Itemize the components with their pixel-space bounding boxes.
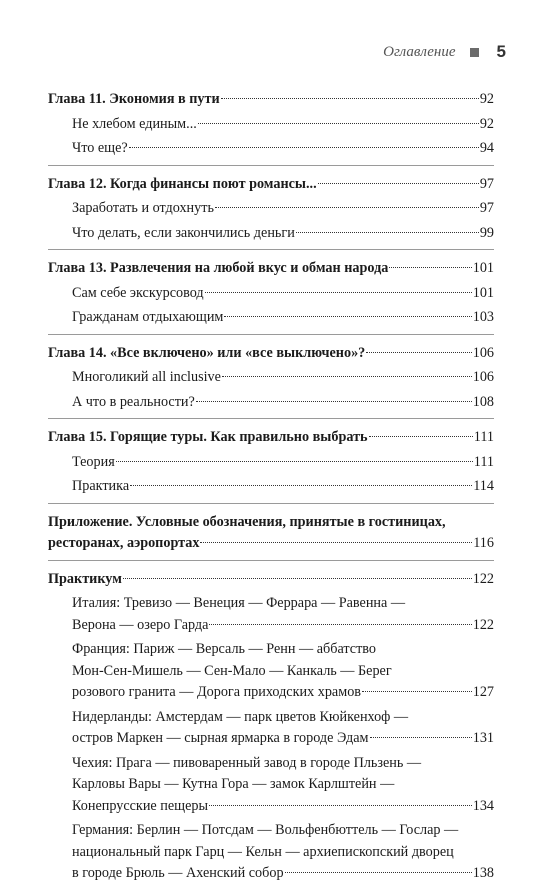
toc-practicum[interactable] <box>48 569 494 591</box>
item-page: 101 <box>472 284 494 301</box>
toc-group-practicum <box>48 569 494 885</box>
leader-dots <box>130 485 472 486</box>
page-header <box>383 42 506 62</box>
toc-item[interactable] <box>48 392 494 414</box>
chapter-title: Глава 14. «Все включено» или «все выключено»? <box>48 344 366 361</box>
item-page: 114 <box>473 478 494 494</box>
leader-dots <box>369 436 473 437</box>
leader-dots <box>370 737 472 738</box>
item-title: Сам себе экскурсовод <box>72 284 204 301</box>
toc-item[interactable] <box>48 452 494 474</box>
square-icon <box>470 48 479 57</box>
leader-dots <box>224 316 471 317</box>
page-number: 5 <box>496 42 506 61</box>
leader-dots <box>205 292 472 293</box>
leader-dots <box>285 872 472 873</box>
chapter-title: Глава 15. Горящие туры. Как правильно выбрать <box>48 429 368 445</box>
entry-line: Италия: Тревизо — Венеция — Феррара — Равенна — <box>72 595 406 611</box>
leader-dots <box>215 207 479 208</box>
toc-chapter-11[interactable] <box>48 89 494 111</box>
item-page: 99 <box>479 224 494 241</box>
item-title: Что еще? <box>72 140 128 156</box>
practicum-title: Практикум <box>48 570 122 587</box>
chapter-page: 97 <box>479 175 494 192</box>
entry-last-line: Конепрусские пещеры <box>72 797 208 814</box>
item-title: Что делать, если закончились деньги <box>72 224 295 241</box>
chapter-page: 92 <box>479 91 494 107</box>
toc-item[interactable] <box>48 138 494 160</box>
toc-group-appendix <box>48 512 494 561</box>
entry-last-line: в городе Брюль — Ахенский собор <box>72 865 284 881</box>
item-page: 92 <box>479 115 494 132</box>
leader-dots <box>366 352 471 353</box>
toc-item[interactable] <box>48 114 494 136</box>
item-page: 94 <box>479 140 494 156</box>
entry-last-line: Верона — озеро Гарда <box>72 616 209 633</box>
item-title: Многоликий all inclusive <box>72 369 221 385</box>
toc-group-ch13 <box>48 258 494 335</box>
leader-dots <box>196 401 472 402</box>
toc-appendix[interactable] <box>48 533 494 555</box>
entry-line: Германия: Берлин — Потсдам — Вольфенбюттель — Гослар — <box>72 822 459 838</box>
toc-item[interactable] <box>48 367 494 389</box>
toc-group-ch12 <box>48 174 494 251</box>
entry-line: Нидерланды: Амстердам — парк цветов Кюйкенхоф — <box>72 708 409 725</box>
toc-group-ch15 <box>48 427 494 504</box>
chapter-title: Глава 13. Развлечения на любой вкус и обман народа <box>48 260 389 276</box>
leader-dots <box>209 805 472 806</box>
toc-item[interactable] <box>48 198 494 220</box>
leader-dots <box>123 578 472 579</box>
toc-item[interactable] <box>48 283 494 305</box>
chapter-page: 106 <box>472 344 494 361</box>
entry-page: 127 <box>472 684 494 700</box>
item-page: 106 <box>472 369 494 385</box>
practicum-page: 122 <box>472 570 494 587</box>
entry-line: Франция: Париж — Версаль — Ренн — аббатство <box>72 641 376 657</box>
item-page: 97 <box>479 200 494 216</box>
leader-dots <box>209 624 471 625</box>
appendix-title-line1: Приложение. Условные обозначения, принятые в гостиницах, <box>48 513 446 530</box>
entry-line: национальный парк Гарц — Кельн — архиепископский дворец <box>72 843 454 860</box>
entry-page: 134 <box>472 797 494 814</box>
entry-last-line: розового гранита — Дорога приходских храмов <box>72 684 361 700</box>
practicum-entry-netherlands[interactable] <box>48 707 494 750</box>
chapter-title: Глава 12. Когда финансы поют романсы... <box>48 175 317 192</box>
toc-item[interactable] <box>48 223 494 245</box>
item-title: Не хлебом единым... <box>72 115 197 132</box>
leader-dots <box>198 123 479 124</box>
practicum-entry-germany[interactable] <box>48 820 494 885</box>
toc-item[interactable] <box>48 307 494 329</box>
running-title: Оглавление <box>383 43 456 60</box>
leader-dots <box>129 147 479 148</box>
entry-last-line: остров Маркен — сырная ярмарка в городе Эдам <box>72 730 369 746</box>
entry-line: Карловы Вары — Кутна Гора — замок Карлштейн — <box>72 776 395 792</box>
entry-page: 138 <box>472 865 494 881</box>
item-page: 111 <box>473 453 494 470</box>
table-of-contents <box>48 89 494 885</box>
entry-line: Чехия: Прага — пивоваренный завод в городе Пльзень — <box>72 754 422 771</box>
leader-dots <box>222 376 472 377</box>
toc-group-ch11 <box>48 89 494 166</box>
leader-dots <box>221 98 479 99</box>
entry-page: 122 <box>472 616 494 633</box>
toc-chapter-13[interactable] <box>48 258 494 280</box>
leader-dots <box>200 542 472 543</box>
appendix-title-line2: ресторанах, аэропортах <box>48 535 200 551</box>
leader-dots <box>362 691 472 692</box>
chapter-page: 101 <box>472 260 494 276</box>
item-page: 103 <box>472 309 494 325</box>
entry-line: Мон-Сен-Мишель — Сен-Мало — Канкаль — Берег <box>72 662 392 679</box>
item-title: Теория <box>72 453 115 470</box>
chapter-title: Глава 11. Экономия в пути <box>48 91 220 107</box>
toc-chapter-14[interactable] <box>48 343 494 365</box>
item-title: А что в реальности? <box>72 393 195 410</box>
toc-chapter-12[interactable] <box>48 174 494 196</box>
entry-page: 131 <box>472 730 494 746</box>
item-title: Практика <box>72 478 130 494</box>
appendix-page: 116 <box>473 535 494 551</box>
practicum-entry-italy[interactable] <box>48 593 494 636</box>
chapter-page: 111 <box>473 429 494 445</box>
toc-chapter-15[interactable] <box>48 427 494 449</box>
toc-item[interactable] <box>48 476 494 498</box>
practicum-entry-france[interactable] <box>48 639 494 704</box>
leader-dots <box>296 232 479 233</box>
practicum-entry-czechia[interactable] <box>48 753 494 818</box>
leader-dots <box>389 267 471 268</box>
leader-dots <box>318 183 479 184</box>
leader-dots <box>116 461 473 462</box>
toc-group-ch14 <box>48 343 494 420</box>
item-page: 108 <box>472 393 494 410</box>
item-title: Гражданам отдыхающим <box>72 309 224 325</box>
item-title: Заработать и отдохнуть <box>72 200 214 216</box>
